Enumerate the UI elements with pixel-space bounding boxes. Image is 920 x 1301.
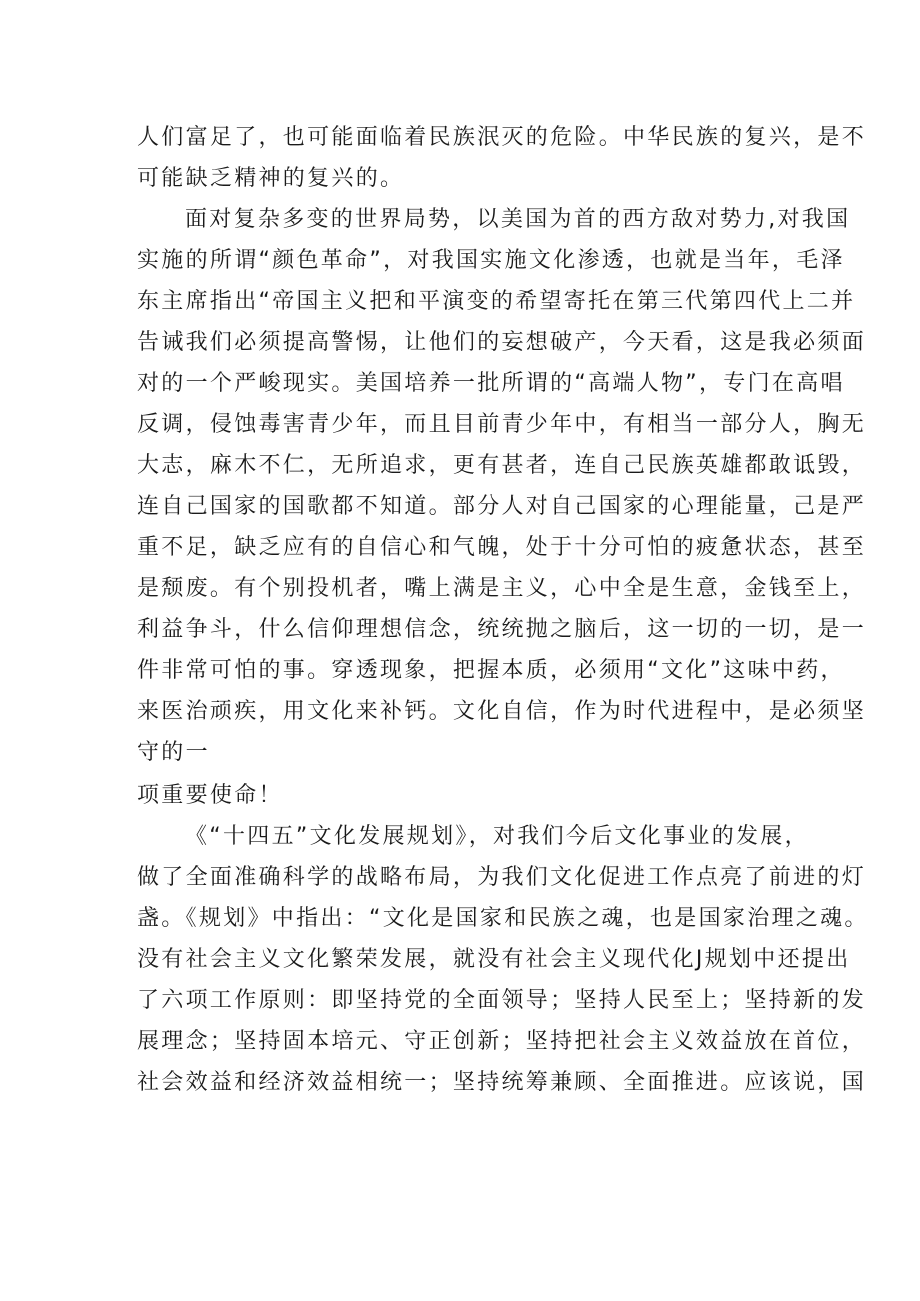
text-line: 社会效益和经济效益相统一；坚持统筹兼顾、全面推进。应该说，国 <box>137 1070 867 1095</box>
text-line: 可能缺乏精神的复兴的。 <box>137 166 405 191</box>
text-line: 重不足，缺乏应有的自信心和气魄，处于十分可怕的疲惫状态，甚至 <box>137 535 867 560</box>
text-line: 件非常可怕的事。穿透现象，把握本质，必须用“文化”这味中药， <box>137 658 845 683</box>
text-line: 是颓废。有个别投机者，嘴上满是主义，心中全是生意，金钱至上， <box>137 576 867 601</box>
text-line: 守的一 <box>137 740 210 765</box>
text-line: 展理念；坚持固本培元、守正创新；坚持把社会主义效益放在首位， <box>137 1029 867 1054</box>
text-line: 连自己国家的国歌都不知道。部分人对自己国家的心理能量，己是严 <box>137 494 867 519</box>
text-line: 了六项工作原则：即坚持党的全面领导；坚持人民至上；坚持新的发 <box>137 988 867 1013</box>
text-line: 大志，麻木不仁，无所追求，更有甚者，连自己民族英雄都敢诋毁， <box>137 453 867 478</box>
text-line: 实施的所谓“颜色革命”，对我国实施文化渗透，也就是当年，毛泽 <box>137 248 845 273</box>
text-line: 来医治顽疾，用文化来补钙。文化自信，作为时代进程中，是必须坚 <box>137 699 867 724</box>
text-line: 反调，侵蚀毒害青少年，而且目前青少年中，有相当一部分人，胸无 <box>137 412 867 437</box>
text-line: 人们富足了，也可能面临着民族泯灭的危险。中华民族的复兴，是不 <box>137 125 867 150</box>
text-line: 没有社会主义文化繁荣发展，就没有社会主义现代化J规划中还提出 <box>137 947 851 972</box>
paragraph-first-line: 《“十四五”文化发展规划》，对我们今后文化事业的发展， <box>185 824 809 849</box>
text-line: 东主席指出“帝国主义把和平演变的希望寄托在第三代第四代上二并 <box>137 289 856 314</box>
paragraph-first-line: 面对复杂多变的世界局势，以美国为首的西方敌对势力,对我国 <box>185 207 851 232</box>
text-line: 告诫我们必须提高警惕，让他们的妄想破产，今天看，这是我必须面 <box>137 330 867 355</box>
text-line: 盏。《规划》中指出：“文化是国家和民族之魂，也是国家治理之魂。 <box>137 906 869 931</box>
text-line: 做了全面准确科学的战略布局，为我们文化促进工作点亮了前进的灯 <box>137 865 867 890</box>
text-line: 项重要使命！ <box>137 783 283 808</box>
text-line: 利益争斗，什么信仰理想信念，统统抛之脑后，这一切的一切，是一 <box>137 617 867 642</box>
text-line: 对的一个严峻现实。美国培养一批所谓的“高端人物”，专门在高唱 <box>137 371 845 396</box>
